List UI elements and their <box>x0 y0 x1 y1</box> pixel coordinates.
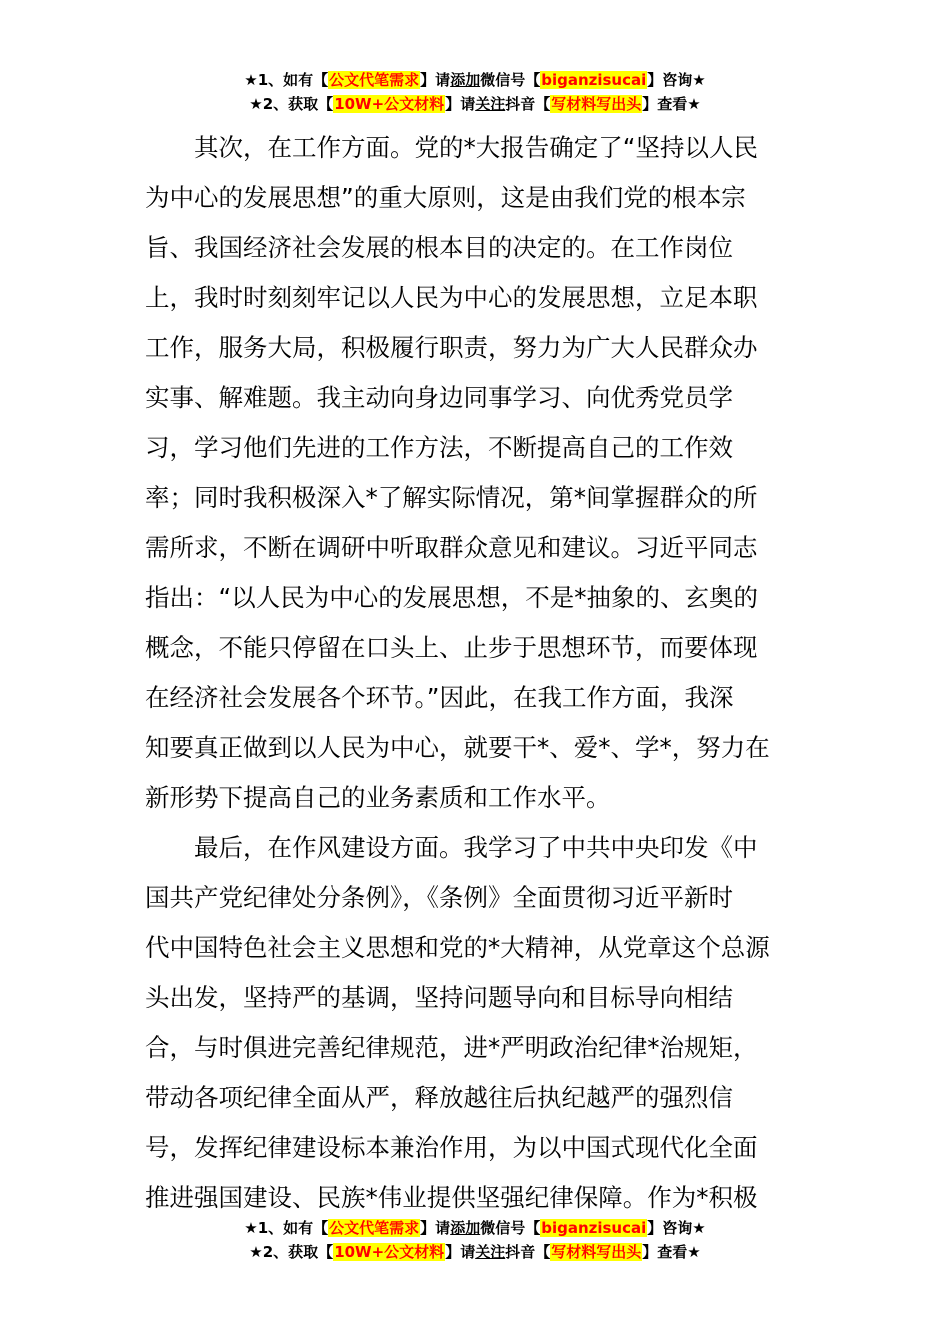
body-line: 实事、解难题。我主动向身边同事学习、向优秀党员学 <box>145 383 733 412</box>
wechat-id-highlight: biganzisucai <box>541 71 647 89</box>
body-line: 为中心的发展思想”的重大原则，这是由我们党的根本宗 <box>145 183 746 212</box>
body-line: 习，学习他们先进的工作方法，不断提高自己的工作效 <box>145 433 733 462</box>
document-body <box>145 123 810 1223</box>
body-line: 带动各项纪律全面从严，释放越往后执纪越严的强烈信 <box>145 1083 733 1112</box>
body-line: 率；同时我积极深入*了解实际情况，第*间掌握群众的所 <box>145 483 758 512</box>
header-text: 】查看★ <box>642 95 701 113</box>
footer-text: 抖音【 <box>505 1243 551 1261</box>
body-line: 国共产党纪律处分条例》，《条例》全面贯彻习近平新时 <box>145 883 733 912</box>
header-line-2 <box>0 92 950 116</box>
underlined-text: 关注 <box>475 1243 506 1261</box>
header-line-1 <box>0 68 950 92</box>
footer-text: 】查看★ <box>642 1243 701 1261</box>
header-text: 微信号【 <box>480 71 541 89</box>
header-text: ★1、如有【 <box>244 71 329 89</box>
highlight-text: 公文代笔需求 <box>329 1219 420 1237</box>
header-text: 抖音【 <box>505 95 551 113</box>
body-line: 在经济社会发展各个环节。”因此，在我工作方面，我深 <box>145 683 734 712</box>
header-text: 】咨询★ <box>647 71 706 89</box>
footer-text: 微信号【 <box>480 1219 541 1237</box>
body-line: 最后，在作风建设方面。我学习了中共中央印发《中 <box>145 833 758 862</box>
highlight-text: 10W+公文材料 <box>334 1243 445 1261</box>
underlined-text: 添加 <box>450 1219 481 1237</box>
underlined-text: 关注 <box>475 95 506 113</box>
body-line: 概念，不能只停留在口头上、止步于思想环节，而要体现 <box>145 633 758 662</box>
footer-text: 】请 <box>445 1243 476 1261</box>
body-line: 推进强国建设、民族*伟业提供坚强纪律保障。作为*积极 <box>145 1183 758 1212</box>
body-line: 新形势下提高自己的业务素质和工作水平。 <box>145 783 611 812</box>
header-banner <box>0 68 950 116</box>
body-line: 其次，在工作方面。党的*大报告确定了“坚持以人民 <box>145 133 758 162</box>
header-text: 】请 <box>445 95 476 113</box>
footer-text: ★2、获取【 <box>249 1243 334 1261</box>
body-line: 需所求，不断在调研中听取群众意见和建议。习近平同志 <box>145 533 758 562</box>
highlight-text: 公文代笔需求 <box>329 71 420 89</box>
douyin-id-highlight: 写材料写出头 <box>551 95 642 113</box>
highlight-text: 10W+公文材料 <box>334 95 445 113</box>
footer-line-1 <box>0 1216 950 1240</box>
header-text: ★2、获取【 <box>249 95 334 113</box>
footer-text: 】请 <box>420 1219 451 1237</box>
body-line: 指出：“以人民为中心的发展思想，不是*抽象的、玄奥的 <box>145 583 758 612</box>
body-line: 号，发挥纪律建设标本兼治作用，为以中国式现代化全面 <box>145 1133 758 1162</box>
header-text: 】请 <box>420 71 451 89</box>
underlined-text: 添加 <box>450 71 481 89</box>
body-line: 上，我时时刻刻牢记以人民为中心的发展思想，立足本职 <box>145 283 758 312</box>
footer-text: ★1、如有【 <box>244 1219 329 1237</box>
footer-banner <box>0 1216 950 1264</box>
body-line: 合，与时俱进完善纪律规范，进*严明政治纪律*治规矩， <box>145 1033 758 1062</box>
body-line: 工作，服务大局，积极履行职责，努力为广大人民群众办 <box>145 333 758 362</box>
body-line: 知要真正做到以人民为中心，就要干*、爱*、学*，努力在 <box>145 733 770 762</box>
body-line: 旨、我国经济社会发展的根本目的决定的。在工作岗位 <box>145 233 733 262</box>
body-line: 头出发，坚持严的基调，坚持问题导向和目标导向相结 <box>145 983 733 1012</box>
body-line: 代中国特色社会主义思想和党的*大精神，从党章这个总源 <box>145 933 770 962</box>
douyin-id-highlight: 写材料写出头 <box>551 1243 642 1261</box>
footer-text: 】咨询★ <box>647 1219 706 1237</box>
wechat-id-highlight: biganzisucai <box>541 1219 647 1237</box>
footer-line-2 <box>0 1240 950 1264</box>
